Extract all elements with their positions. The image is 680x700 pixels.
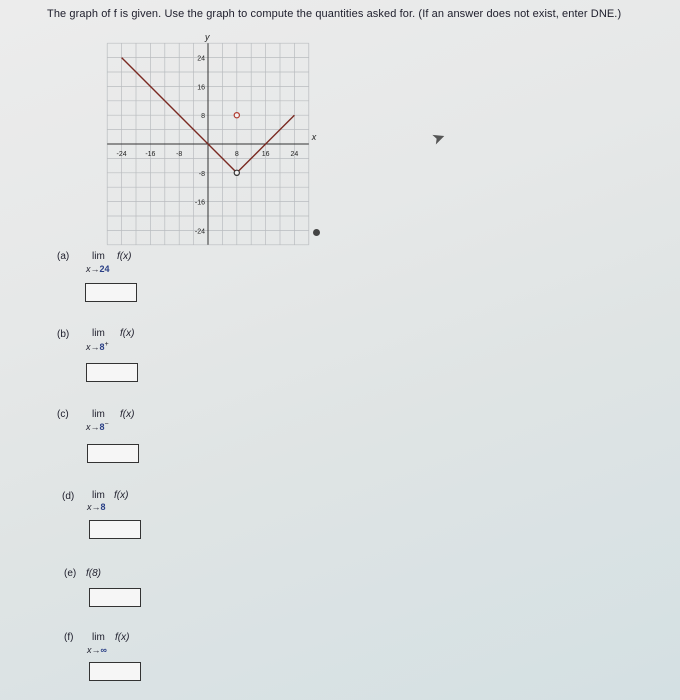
limit-approach xyxy=(87,501,106,512)
part-label: (c) xyxy=(57,409,69,420)
bullet-dot-icon xyxy=(313,229,320,236)
y-tick-label: -8 xyxy=(198,170,205,178)
part-label: (a) xyxy=(57,251,70,262)
answer-input-e[interactable] xyxy=(89,588,141,607)
open-point xyxy=(234,113,239,118)
limit-approach xyxy=(86,421,109,432)
answer-input-d[interactable] xyxy=(89,520,141,539)
approach-target: 8 xyxy=(100,502,106,512)
x-axis-label: x xyxy=(311,132,317,142)
y-axis-label: y xyxy=(205,32,210,43)
limit-approach xyxy=(87,644,107,655)
function-expression: f(8) xyxy=(86,568,101,579)
lim-word: lim xyxy=(92,490,105,501)
graph-tick-labels xyxy=(117,56,299,236)
y-tick-label: 24 xyxy=(197,55,205,63)
approach-target: ∞ xyxy=(100,645,107,655)
lim-word: lim xyxy=(92,328,105,339)
x-tick-label: 8 xyxy=(234,151,239,158)
lim-word: lim xyxy=(92,251,105,262)
function-expression: f(x) xyxy=(114,490,129,501)
approach-side: − xyxy=(104,421,109,428)
approach-variable: x→ xyxy=(87,645,101,655)
open-point xyxy=(234,170,239,175)
x-tick-label: -24 xyxy=(116,151,127,158)
part-label: (b) xyxy=(57,329,70,340)
lim-word: lim xyxy=(92,632,105,643)
function-expression: f(x) xyxy=(117,251,132,262)
y-tick-label: 8 xyxy=(201,113,205,121)
limit-approach xyxy=(86,341,109,352)
mouse-cursor-icon: ➤ xyxy=(429,128,449,149)
approach-variable: x→ xyxy=(87,502,101,512)
approach-side: + xyxy=(104,341,109,348)
part-label: (e) xyxy=(64,568,77,579)
limit-approach xyxy=(86,263,110,274)
approach-target: 8 xyxy=(99,342,105,352)
approach-target: 8 xyxy=(99,422,105,432)
y-tick-label: -24 xyxy=(194,228,205,236)
function-expression: f(x) xyxy=(120,409,135,420)
answer-input-c[interactable] xyxy=(87,444,139,463)
y-tick-label: -16 xyxy=(194,199,205,207)
answer-input-a[interactable] xyxy=(85,283,137,302)
problem-prompt: The graph of f is given. Use the graph to compute the quantities asked for. (If an answer does not exist, enter DNE.) xyxy=(47,8,622,20)
lim-word: lim xyxy=(92,409,105,420)
approach-target: 24 xyxy=(99,264,110,274)
approach-variable: x→ xyxy=(86,264,100,274)
function-expression: f(x) xyxy=(115,632,130,643)
x-tick-label: 16 xyxy=(261,151,270,158)
answer-input-f[interactable] xyxy=(89,662,141,681)
graph-axes xyxy=(107,32,317,245)
function-expression: f(x) xyxy=(120,328,135,339)
approach-variable: x→ xyxy=(86,422,100,432)
function-graph xyxy=(0,0,680,260)
x-tick-label: 24 xyxy=(290,151,299,158)
part-label: (d) xyxy=(62,491,75,502)
answer-input-b[interactable] xyxy=(86,363,138,382)
part-label: (f) xyxy=(64,632,74,643)
x-tick-label: -8 xyxy=(176,151,183,158)
approach-variable: x→ xyxy=(86,342,100,352)
y-tick-label: 16 xyxy=(197,84,205,92)
x-tick-label: -16 xyxy=(145,151,156,158)
